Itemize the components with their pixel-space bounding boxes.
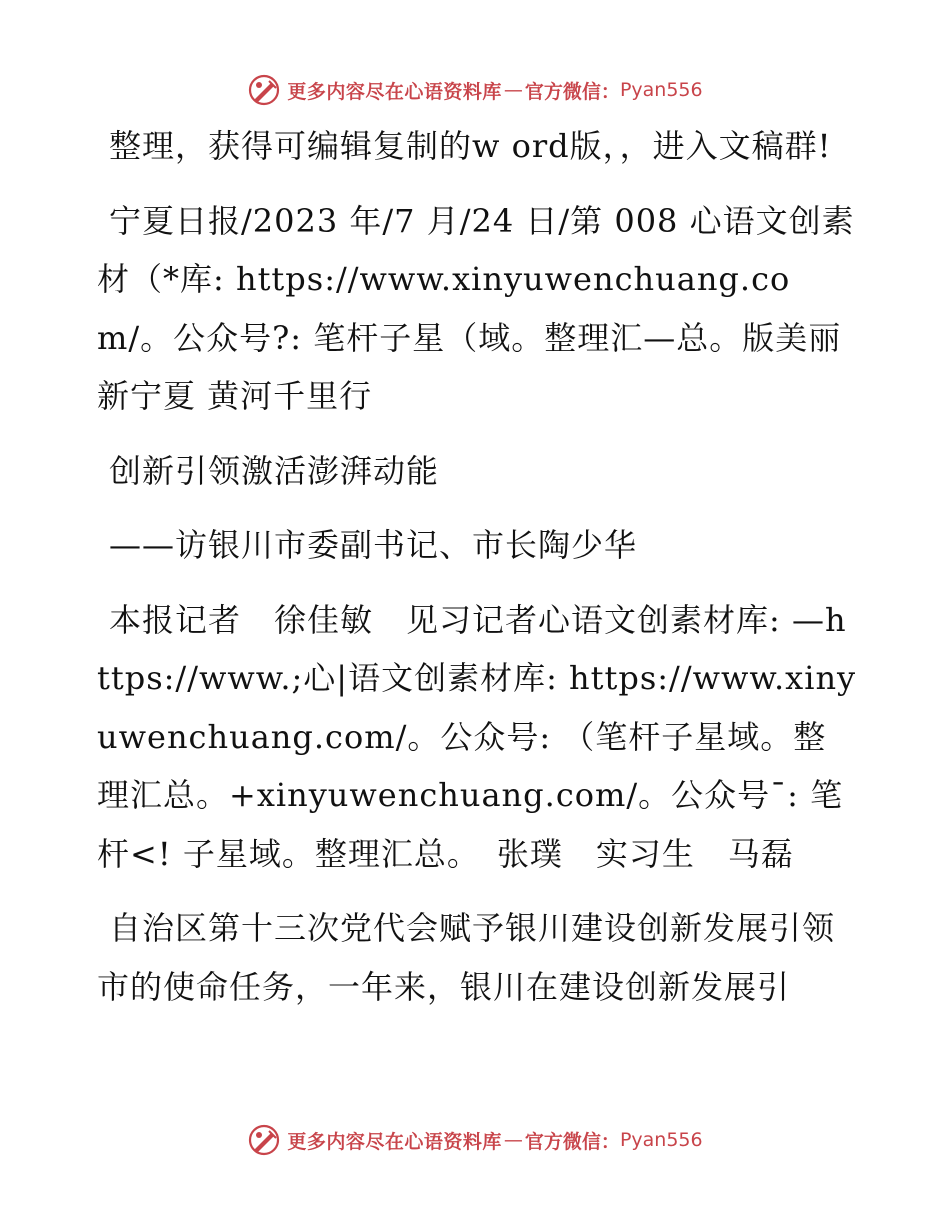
banner-wechat-id: Pyan556: [619, 79, 703, 101]
pen-logo-icon: [247, 1123, 281, 1157]
paragraph-text: 自治区第十三次党代会赋予银川建设创新发展引领市的使命任务，一年来，银川在建设创新发展引: [97, 909, 836, 1006]
document-body: [97, 117, 857, 1032]
pen-logo-icon: [247, 73, 281, 107]
paragraph-body: [97, 899, 857, 1016]
byline-text: 本报记者 徐佳敏 见习记者心语文创素材库: —https://www.;心|语文创素材库: https://www.xinyuwenchuang.com/。公众号: （笔杆子星域。整理汇总。+xinyuwenchuang.com/。公众号¯: 笔杆<! 子星域。整理汇总。 张璞 实习生 马磊: [97, 600, 857, 873]
paragraph-text: 宁夏日报/2023 年/7 月/24 日/第 008 心语文创素材（*库: https://www.xinyuwenchuang.com/。公众号?: 笔杆子星（域。整理汇—总。版美丽新宁夏 黄河千里行: [97, 201, 855, 415]
title-text: 创新引领激活澎湃动能: [109, 451, 440, 490]
paragraph-text: 整理，获得可编辑复制的w ord版，，进入文稿群!: [109, 127, 832, 165]
article-subtitle: [97, 516, 857, 575]
subtitle-text: ——访银川市委副书记、市长陶少华: [109, 526, 638, 564]
banner-text: 更多内容尽在心语资料库: [287, 1130, 502, 1153]
banner-separator: —: [503, 1129, 523, 1151]
footer-watermark-banner: [0, 1120, 950, 1160]
banner-text: 更多内容尽在心语资料库: [287, 80, 502, 103]
paragraph-byline: [97, 591, 857, 884]
paragraph-intro: [97, 117, 857, 176]
banner-separator: —: [503, 79, 523, 101]
banner-wechat-label: 官方微信：: [524, 1130, 620, 1153]
paragraph-source: [97, 192, 857, 426]
banner-wechat-label: 官方微信：: [524, 80, 620, 103]
banner-wechat-id: Pyan556: [619, 1129, 703, 1151]
article-title: [97, 442, 857, 501]
header-watermark-banner: [0, 70, 950, 110]
